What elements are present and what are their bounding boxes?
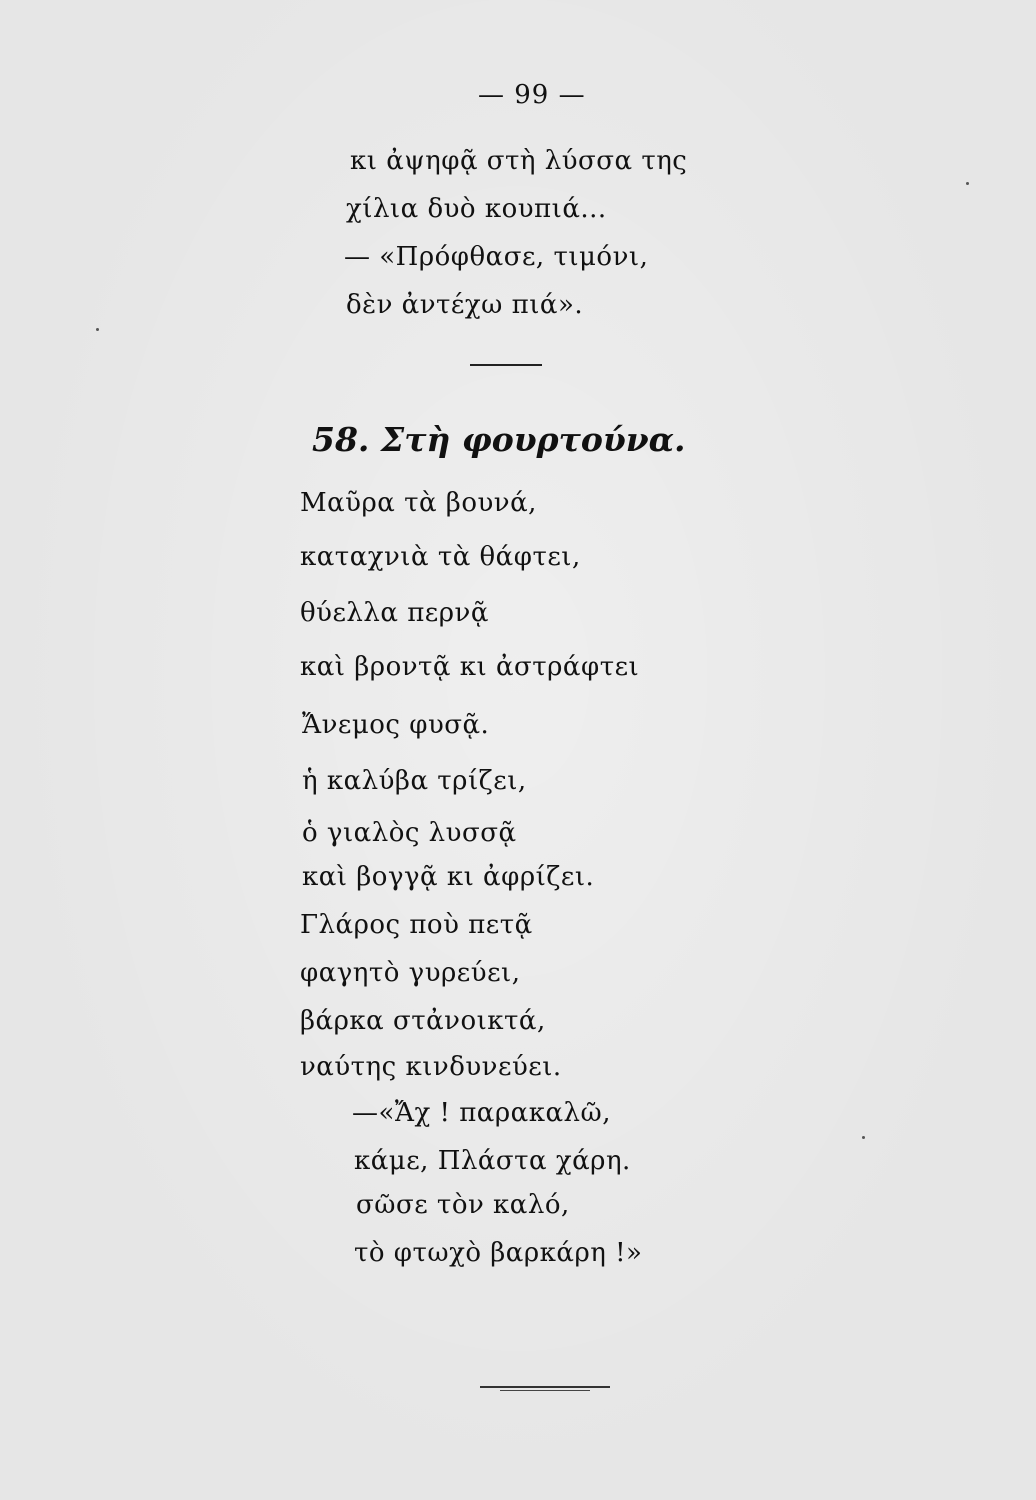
page-number: — 99 — (478, 80, 586, 110)
poem-line: τὸ φτωχὸ βαρκάρη !» (354, 1238, 643, 1268)
poem-line: θύελλα περνᾷ (300, 598, 489, 628)
verse-line: χίλια δυὸ κουπιά... (346, 194, 607, 224)
poem-line: κάμε, Πλάστα χάρη. (354, 1146, 631, 1176)
poem-line: καὶ βογγᾷ κι ἀφρίζει. (302, 862, 595, 892)
poem-line: ἡ καλύβα τρίζει, (302, 766, 527, 796)
section-divider (470, 364, 542, 366)
poem-line: φαγητὸ γυρεύει, (300, 958, 521, 988)
verse-line: δὲν ἀντέχω πιά». (346, 290, 584, 320)
verse-line: κι ἀψηφᾷ στὴ λύσσα της (350, 146, 688, 176)
poem-line: καταχνιὰ τὰ θάφτει, (300, 542, 581, 572)
poem-line: Μαῦρα τὰ βουνά, (300, 488, 537, 518)
poem-line: Ἄνεμος φυσᾷ. (302, 710, 490, 740)
poem-line: —«Ἄχ ! παρακαλῶ, (352, 1098, 611, 1128)
print-speck (96, 328, 99, 331)
poem-line: ὁ γιαλὸς λυσσᾷ (302, 818, 517, 848)
poem-line: καὶ βροντᾷ κι ἀστράφτει (300, 652, 640, 682)
poem-title: 58. Στὴ φουρτούνα. (312, 420, 686, 459)
end-divider (500, 1390, 590, 1391)
verse-line: — «Πρόφθασε, τιμόνι, (344, 242, 649, 272)
poem-line: σῶσε τὸν καλό, (356, 1190, 570, 1220)
poem-line: βάρκα στἀνοικτά, (300, 1006, 546, 1036)
print-speck (862, 1136, 865, 1139)
poem-line: ναύτης κινδυνεύει. (300, 1052, 562, 1082)
print-speck (966, 182, 969, 185)
end-divider (480, 1386, 610, 1388)
poem-line: Γλάρος ποὺ πετᾷ (300, 910, 533, 940)
